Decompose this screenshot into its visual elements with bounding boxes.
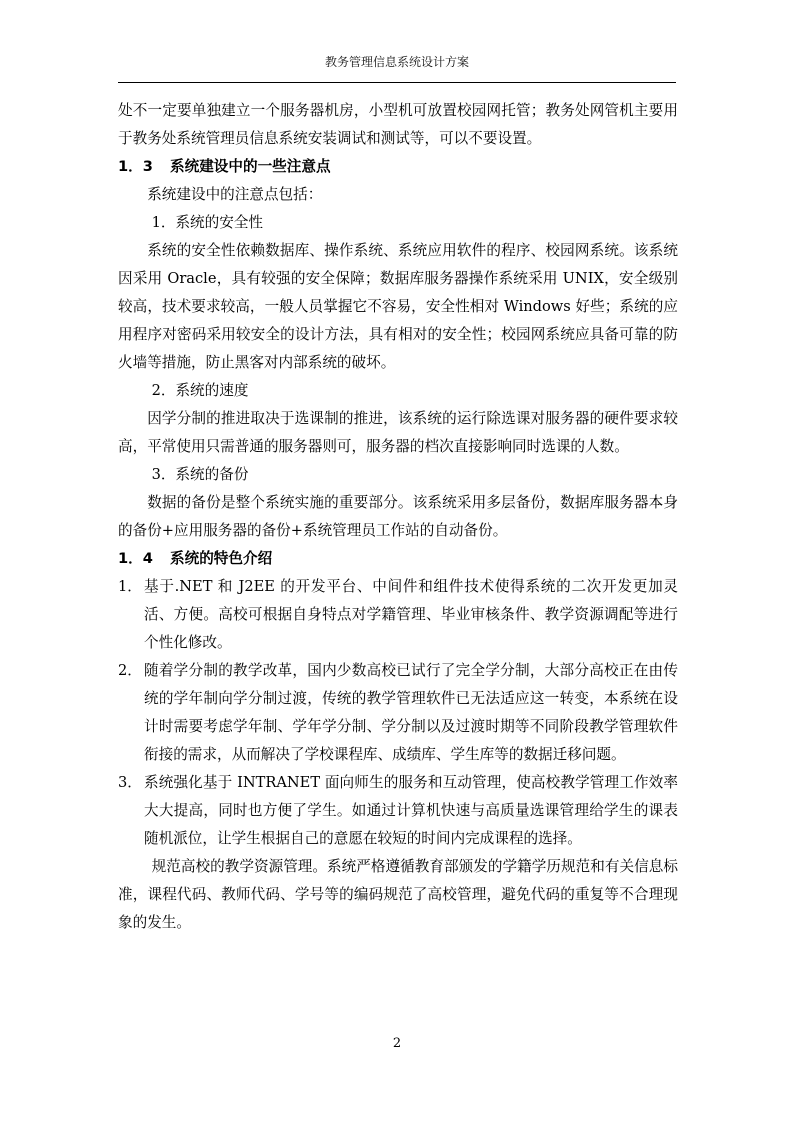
feature-marker: 3． <box>118 774 142 791</box>
feature-item <box>118 573 678 657</box>
feature-marker: 1． <box>118 578 142 595</box>
speed-label: 2．系统的速度 <box>151 382 249 399</box>
section-heading-1-4 <box>118 545 678 573</box>
section-number: 1．4 <box>118 550 153 567</box>
feature-item <box>118 657 678 769</box>
feature-text: 基于.NET 和 J2EE 的开发平台、中间件和组件技术使得系统的二次开发更加灵活、方便。高校可根据自身特点对学籍管理、毕业审核条件、教学资源调配等进行个性化修改。 <box>144 578 678 651</box>
intro-paragraph: 处不一定要单独建立一个服务器机房，小型机可放置校园网托管；教务处网管机主要用于教务处系统管理员信息系统安装调试和测试等，可以不要设置。 <box>118 102 678 147</box>
backup-paragraph: 数据的备份是整个系统实施的重要部分。该系统采用多层备份，数据库服务器本身的备份+应用服务器的备份+系统管理员工作站的自动备份。 <box>118 494 678 539</box>
page-number: 2 <box>392 1036 402 1051</box>
speed-paragraph: 因学分制的推进取决于选课制的推进，该系统的运行除选课对服务器的硬件要求较高，平常使用只需普通的服务器则可，服务器的档次直接影响同时选课的人数。 <box>118 410 678 455</box>
backup-label: 3．系统的备份 <box>151 466 249 483</box>
feature-marker: 2． <box>118 662 142 679</box>
page-header-title: 教务管理信息系统设计方案 <box>324 55 469 69</box>
feature-text: 随着学分制的教学改革，国内少数高校已试行了完全学分制，大部分高校正在由传统的学年制向学分制过渡，传统的教学管理软件已无法适应这一转变，本系统在设计时需要考虑学年制、学年学分制、学分制以及过渡时期等不同阶段教学管理软件衔接的需求，从而解决了学校课程库、成绩库、学生库等的数据迁移问题。 <box>144 662 678 763</box>
feature-text: 系统强化基于 INTRANET 面向师生的服务和互动管理，使高校教学管理工作效率大大提高，同时也方便了学生。如通过计算机快速与高质量选课管理给学生的课表随机派位，让学生根据自己的意愿在较短的时间内完成课程的选择。 <box>144 774 678 847</box>
section-title: 系统建设中的一些注意点 <box>170 158 331 175</box>
notes-intro: 系统建设中的注意点包括： <box>147 186 323 203</box>
feature-item <box>118 769 678 853</box>
section-title: 系统的特色介绍 <box>170 550 273 567</box>
security-label: 1．系统的安全性 <box>151 214 264 231</box>
header-divider <box>118 82 676 83</box>
document-body <box>118 97 678 937</box>
section-heading-1-3 <box>118 153 678 181</box>
closing-paragraph: 规范高校的教学资源管理。系统严格遵循教育部颁发的学籍学历规范和有关信息标准，课程代码、教师代码、学号等的编码规范了高校管理，避免代码的重复等不合理现象的发生。 <box>118 858 678 931</box>
security-paragraph: 系统的安全性依赖数据库、操作系统、系统应用软件的程序、校园网系统。该系统因采用 Oracle，具有较强的安全保障；数据库服务器操作系统采用 UNIX，安全级别较高，技术要求较高，一般人员掌握它不容易，安全性相对 Windows 好些；系统的应用程序对密码采用较安全的设计方法，具有相对的安全性；校园网系统应具备可靠的防火墙等措施，防止黑客对内部系统的破坏。 <box>118 242 678 371</box>
section-number: 1．3 <box>118 158 153 175</box>
